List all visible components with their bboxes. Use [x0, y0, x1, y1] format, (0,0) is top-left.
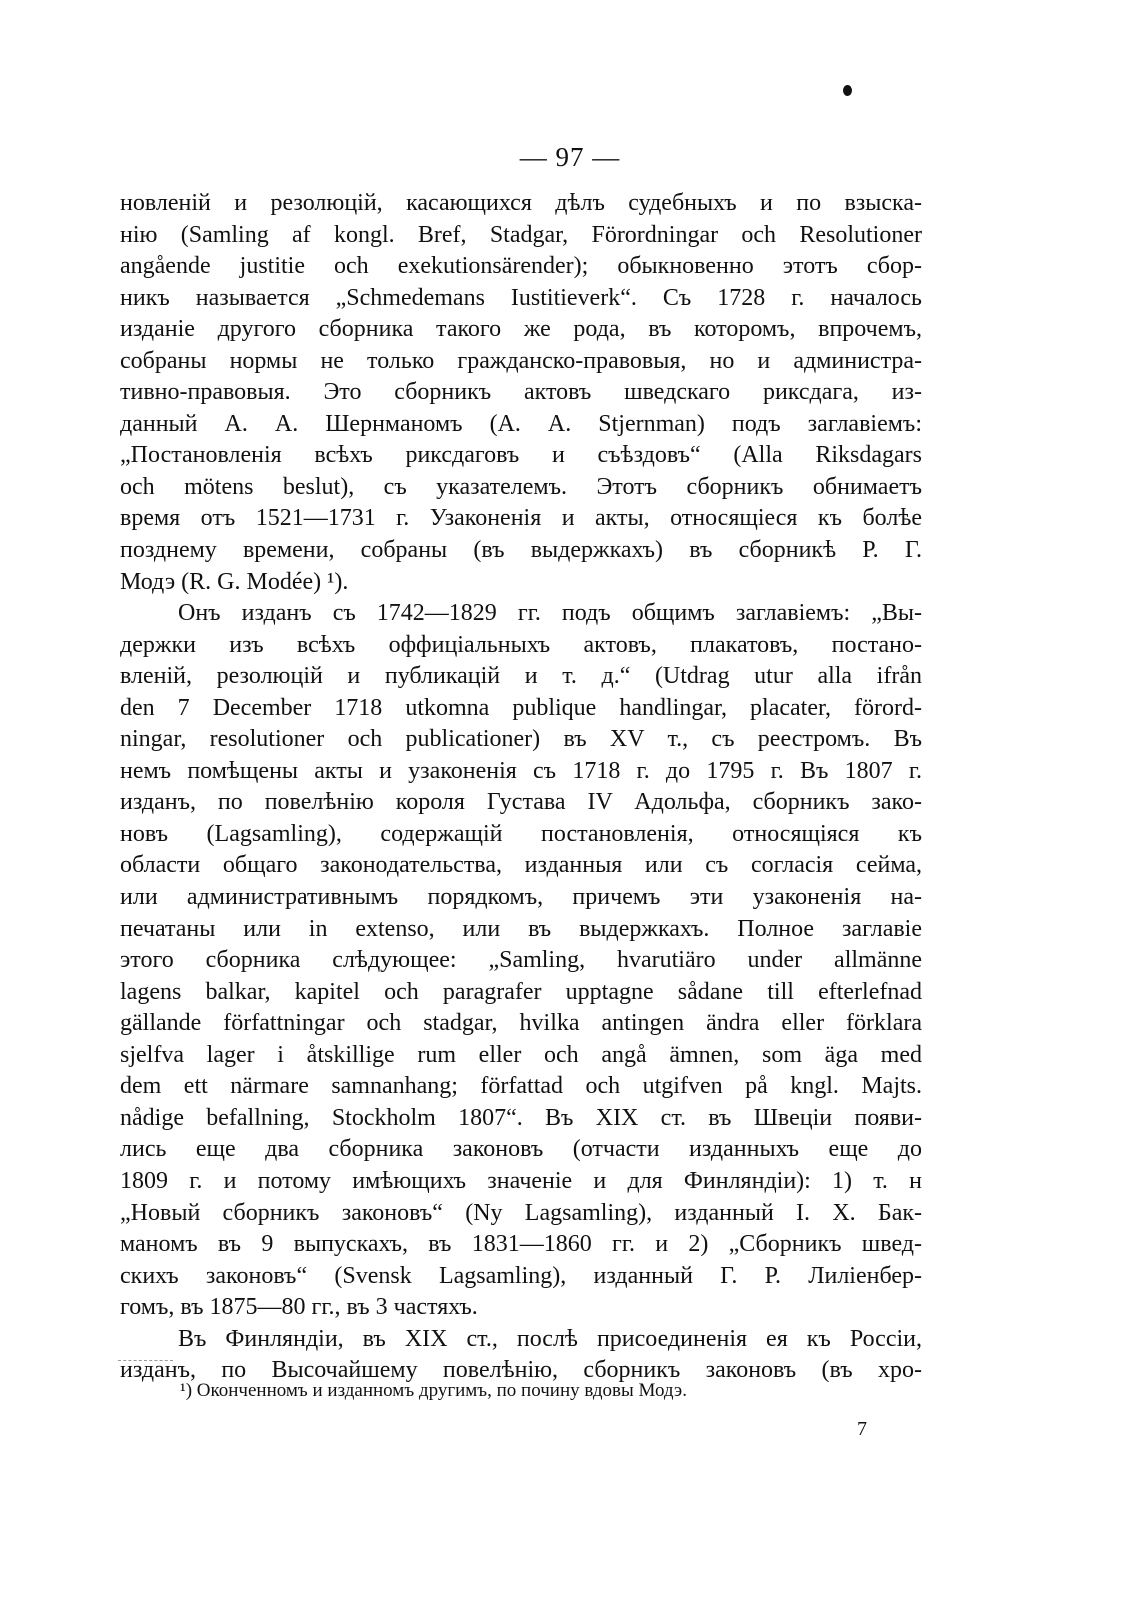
- paragraph-start-line: Въ Финляндіи, въ XIX ст., послѣ присоединенія ея къ Россіи,: [178, 1325, 922, 1352]
- text-line: och mötens beslut), съ указателемъ. Этотъ сборникъ обнимаетъ: [120, 473, 922, 500]
- text-line: изданіе другого сборника такого же рода, въ которомъ, впрочемъ,: [120, 316, 922, 343]
- text-line: 1809 г. и потому имѣющихъ значеніе и для Финляндіи): 1) т. н: [120, 1167, 922, 1194]
- text-line: время отъ 1521—1731 г. Узаконенія и акты, относящіеся къ болѣе: [120, 505, 922, 532]
- text-line: или административнымъ порядкомъ, причемъ эти узаконенія на-: [120, 884, 922, 911]
- text-line: области общаго законодательства, изданныя или съ согласія сейма,: [120, 852, 922, 879]
- text-line: лись еще два сборника законовъ (отчасти изданныхъ еще до: [120, 1136, 922, 1163]
- text-line: нію (Samling af kongl. Bref, Stadgar, Förordningar och Resolutioner: [120, 221, 922, 248]
- text-line: никъ называется „Schmedemans Iustitieverk“. Съ 1728 г. началось: [120, 284, 922, 311]
- page-number: — 97 —: [519, 142, 621, 172]
- text-line: dem ett närmare samnanhang; författad och utgifven på kngl. Majts.: [120, 1073, 922, 1100]
- text-line: изданъ, по повелѣнію короля Густава IV Адольфа, сборникъ зако-: [120, 789, 922, 816]
- text-line: маномъ въ 9 выпускахъ, въ 1831—1860 гг. и 2) „Сборникъ швед-: [120, 1231, 922, 1258]
- text-line: данный А. А. Шернманомъ (А. А. Stjernman) подъ заглавіемъ:: [120, 410, 922, 437]
- text-line: lagens balkar, kapitel och paragrafer upptagne sådane till efterlefnad: [120, 978, 922, 1005]
- ink-dot: [843, 85, 852, 96]
- text-line: „Новый сборникъ законовъ“ (Ny Lagsamling), изданный I. Х. Бак-: [120, 1199, 922, 1226]
- footnote-separator: [118, 1360, 173, 1361]
- paragraph-start-line: Онъ изданъ съ 1742—1829 гг. подъ общимъ заглавіемъ: „Вы-: [178, 600, 922, 627]
- text-line: позднему времени, собраны (въ выдержкахъ) въ сборникѣ Р. Г.: [120, 537, 922, 564]
- text-line: sjelfva lager i åtskillige rum eller och angå ämnen, som äga med: [120, 1041, 922, 1068]
- text-line: gällande författningar och stadgar, hvilka antingen ändra eller förklara: [120, 1010, 922, 1037]
- text-line: скихъ законовъ“ (Svensk Lagsamling), изданный Г. Р. Лиліенбер-: [120, 1262, 922, 1289]
- text-line: немъ помѣщены акты и узаконенія съ 1718 г. до 1795 г. Въ 1807 г.: [120, 757, 922, 784]
- text-line: новъ (Lagsamling), содержащій постановленія, относящіяся къ: [120, 820, 922, 847]
- text-line: тивно-правовыя. Это сборникъ актовъ шведскаго риксдага, из-: [120, 379, 922, 406]
- text-line: новленій и резолюцій, касающихся дѣлъ судебныхъ и по взыска-: [120, 190, 922, 216]
- text-line: собраны нормы не только гражданско-правовыя, но и администра-: [120, 347, 922, 374]
- signature-mark: 7: [857, 1418, 867, 1440]
- text-line: гомъ, въ 1875—80 гг., въ 3 частяхъ.: [120, 1294, 478, 1321]
- text-line: этого сборника слѣдующее: „Samling, hvarutiäro under allmänne: [120, 947, 922, 974]
- footnote: ¹) Оконченномъ и изданномъ другимъ, по почину вдовы Модэ.: [180, 1380, 687, 1401]
- text-line: nådige befallning, Stockholm 1807“. Въ XIX ст. въ Швеціи появи-: [120, 1104, 922, 1131]
- text-line: „Постановленія всѣхъ риксдаговъ и съѣздовъ“ (Alla Riksdagars: [120, 442, 922, 469]
- text-line: печатаны или in extenso, или въ выдержкахъ. Полное заглавіе: [120, 915, 922, 942]
- text-line: держки изъ всѣхъ оффиціальныхъ актовъ, плакатовъ, постано-: [120, 631, 922, 658]
- text-line: den 7 December 1718 utkomna publique handlingar, placater, förord-: [120, 694, 922, 721]
- body-text: [120, 188, 922, 1387]
- text-line: ningar, resolutioner och publicationer) въ XV т., съ реестромъ. Въ: [120, 726, 922, 753]
- text-line: Модэ (R. G. Modée) ¹).: [120, 568, 349, 595]
- text-line: вленій, резолюцій и публикацій и т. д.“ (Utdrag utur alla ifrån: [120, 663, 922, 690]
- text-line: изданъ, по Высочайшему повелѣнію, сборникъ законовъ (въ хро-: [120, 1357, 922, 1384]
- text-line: angående justitie och exekutionsärender); обыкновенно этотъ сбор-: [120, 253, 922, 280]
